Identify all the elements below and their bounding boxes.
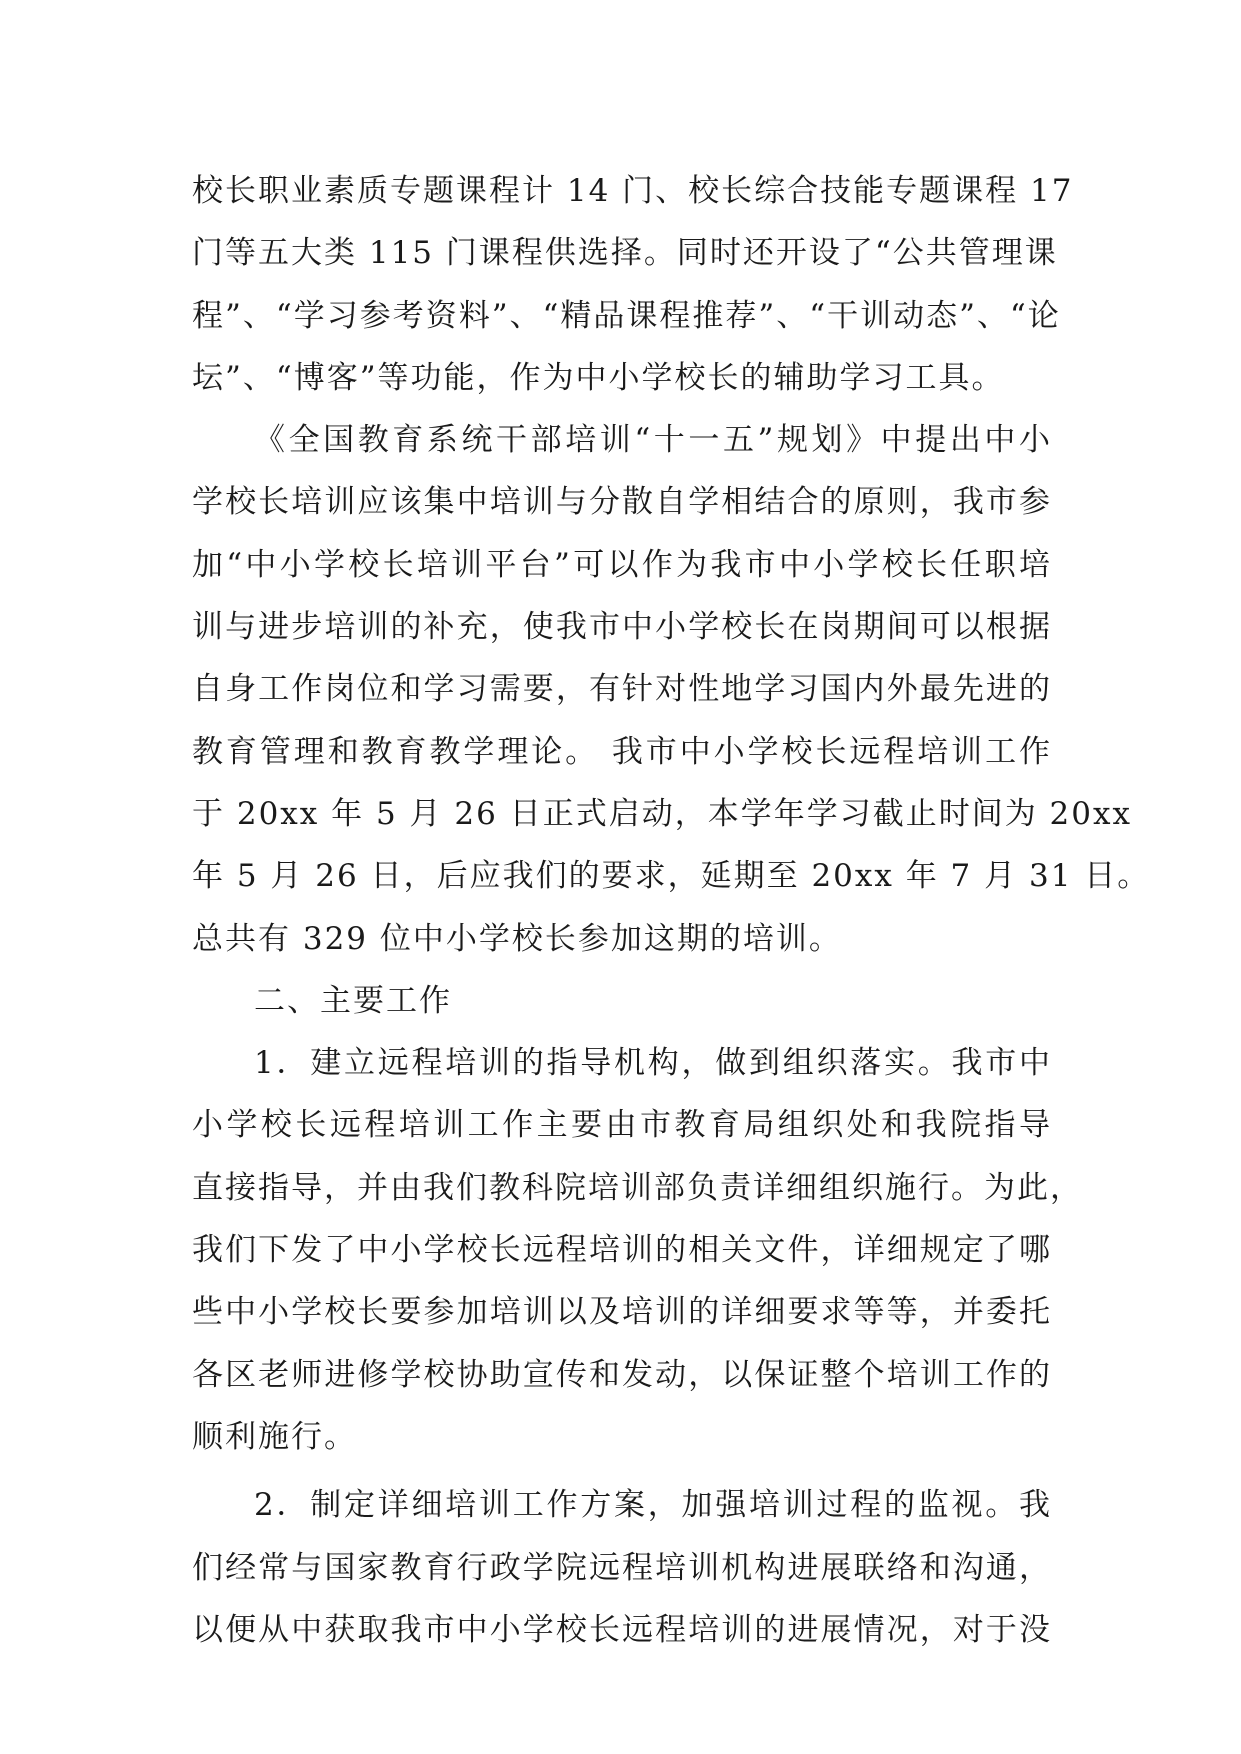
- text-line: 2．制定详细培训工作方案，加强培训过程的监视。我: [254, 1487, 1052, 1524]
- text-line: 程”、“学习参考资料”、“精品课程推荐”、“干训动态”、“论: [192, 297, 1061, 334]
- text-line: 顺利施行。: [192, 1418, 357, 1455]
- text-line: 自身工作岗位和学习需要，有针对性地学习国内外最先进的: [192, 671, 1052, 708]
- text-line: 各区老师进修学校协助宣传和发动，以保证整个培训工作的: [192, 1356, 1052, 1393]
- section-heading: 二、主要工作: [254, 982, 452, 1019]
- text-line: 年 5 月 26 日，后应我们的要求，延期至 20xx 年 7 月 31 日。: [192, 858, 1151, 895]
- text-line: 门等五大类 115 门课程供选择。同时还开设了“公共管理课: [192, 235, 1058, 272]
- text-line: 《全国教育系统干部培训“十一五”规划》中提出中小: [254, 422, 1052, 459]
- text-line: 些中小学校长要参加培训以及培训的详细要求等等，并委托: [192, 1294, 1052, 1331]
- text-line: 加“中小学校长培训平台”可以作为我市中小学校长任职培: [192, 546, 1052, 583]
- text-line: 于 20xx 年 5 月 26 日正式启动，本学年学习截止时间为 20xx: [192, 795, 1132, 832]
- text-line: 们经常与国家教育行政学院远程培训机构进展联络和沟通，: [192, 1549, 1052, 1586]
- text-line: 直接指导，并由我们教科院培训部负责详细组织施行。为此，: [192, 1169, 1083, 1206]
- text-line: 训与进步培训的补充，使我市中小学校长在岗期间可以根据: [192, 609, 1052, 646]
- text-line: 小学校长远程培训工作主要由市教育局组织处和我院指导: [192, 1107, 1052, 1144]
- text-line: 坛”、“博客”等功能，作为中小学校长的辅助学习工具。: [192, 359, 1005, 396]
- text-line: 以便从中获取我市中小学校长远程培训的进展情况，对于没: [192, 1611, 1052, 1648]
- text-line: 1．建立远程培训的指导机构，做到组织落实。我市中: [254, 1045, 1052, 1082]
- text-line: 我们下发了中小学校长远程培训的相关文件，详细规定了哪: [192, 1232, 1052, 1269]
- text-line: 学校长培训应该集中培训与分散自学相结合的原则，我市参: [192, 484, 1052, 521]
- body-text: [192, 160, 1151, 1661]
- text-line: 教育管理和教育教学理论。 我市中小学校长远程培训工作: [192, 733, 1052, 770]
- text-line: 校长职业素质专题课程计 14 门、校长综合技能专题课程 17: [192, 173, 1074, 209]
- text-line: 总共有 329 位中小学校长参加这期的培训。: [192, 920, 842, 957]
